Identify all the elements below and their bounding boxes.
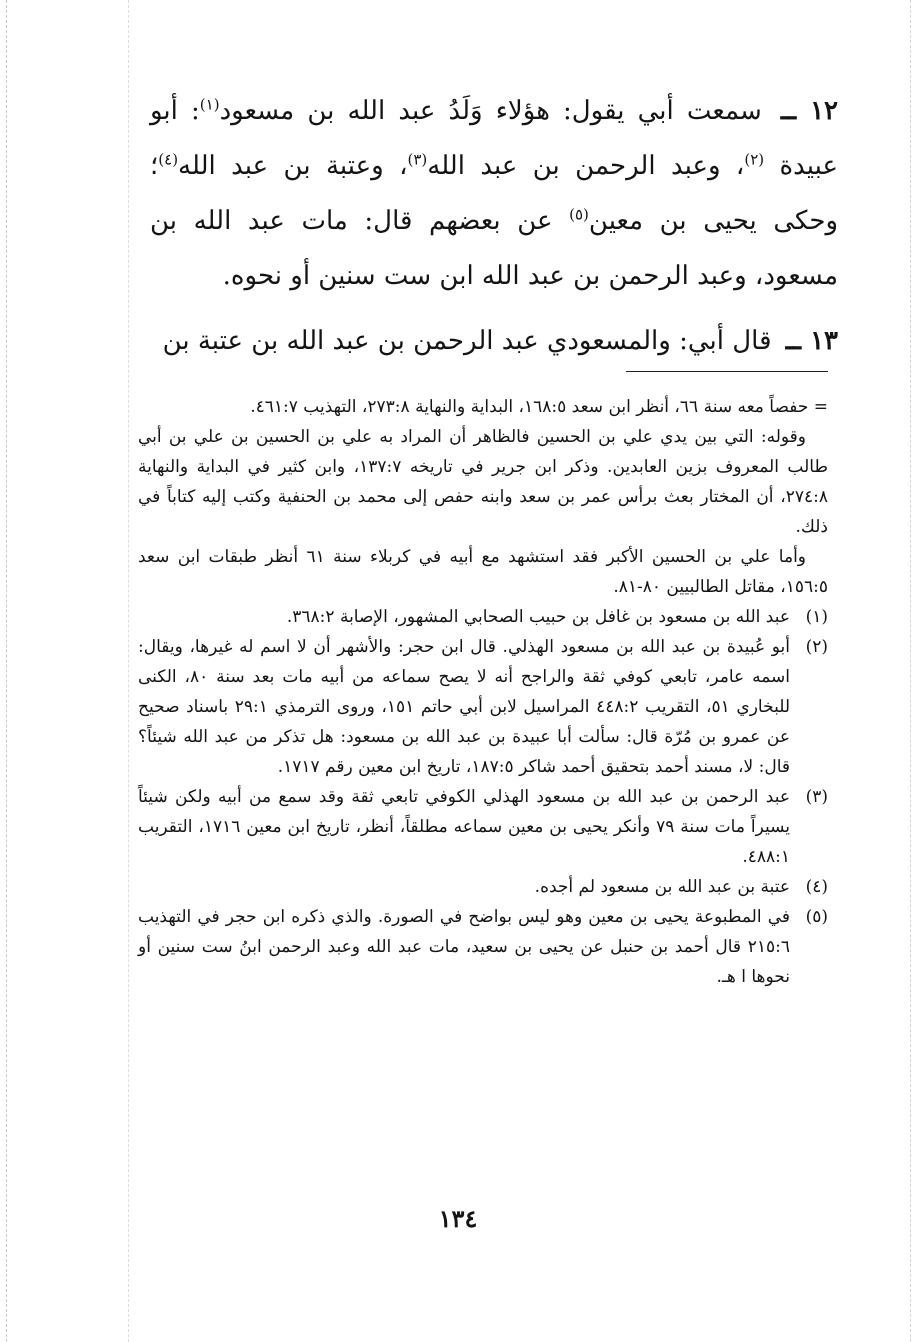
- entry-number: ١٢ ــ: [780, 96, 838, 126]
- footnote-paragraph: وقوله: التي بين يدي علي بن الحسين فالظاهر أن المراد به علي بن الحسين بن علي بن أبي طالب المعروف بزين العابدين. وذكر ابن جرير في تاريخه ١٣٧:٧، وابن كثير في البداية والنهاية ٢٧٤:٨، أن المختار بعث برأس عمر بن سعد وابنه حفص إلى محمد بن الحنفية وكتب إليه كتاباً في ذلك.: [138, 427, 828, 537]
- main-text: [150, 84, 838, 369]
- footnote-separator: [626, 371, 828, 372]
- footnote-2: [138, 632, 828, 782]
- footnote-text: عبد الله بن مسعود بن غافل بن حبيب الصحابي المشهور، الإصابة ٣٦٨:٢.: [286, 607, 790, 627]
- footnote-ref: (٥): [569, 205, 589, 224]
- entry-text: ، وعبد الرحمن بن عبد الله: [427, 151, 745, 181]
- footnote-continuation: = حفصاً معه سنة ٦٦، أنظر ابن سعد ١٦٨:٥، البداية والنهاية ٢٧٣:٨، التهذيب ٤٦١:٧.: [250, 397, 828, 417]
- footnote-text: في المطبوعة يحيى بن معين وهو ليس بواضح في الصورة. والذي ذكره ابن حجر في التهذيب ٢١٥:٦ قال أحمد بن حنبل عن يحيى بن سعيد، مات عبد الله وعبد الرحمن ابنُ ست سنين أو نحوها ا هـ.: [138, 907, 790, 987]
- entry-text: ، وعتبة بن عبد الله: [178, 151, 408, 181]
- footnote-marker: (٣): [805, 787, 828, 807]
- footnote-ref: (٢): [744, 150, 765, 169]
- footnote-marker: (١): [805, 607, 828, 627]
- footnote-1: [138, 602, 828, 632]
- footnote-marker: (٢): [805, 637, 828, 657]
- footnote-ref: (١): [199, 95, 220, 114]
- scan-edge-line: [128, 0, 129, 1342]
- entry-text: : أبو عبيدة: [150, 96, 838, 181]
- entry-text: عن بعضهم قال: مات عبد الله بن مسعود، وعبد الرحمن بن عبد الله ابن ست سنين أو نحوه.: [150, 206, 838, 291]
- footnote-ref: (٣): [407, 150, 428, 169]
- footnote-3: [138, 782, 828, 872]
- scan-edge-line: [6, 0, 7, 1342]
- footnote-marker: (٥): [805, 907, 828, 927]
- footnote-ref: (٤): [158, 150, 179, 169]
- page-number: ١٣٤: [438, 1204, 478, 1233]
- entry-text: سمعت أبي يقول: هؤلاء وَلَدُ عبد الله بن مسعود: [219, 96, 762, 126]
- entry-text: ؛ وحكى يحيى بن معين: [150, 151, 839, 236]
- scan-edge-line: [910, 0, 911, 1342]
- footnote-5: [138, 902, 828, 992]
- entry-13: [150, 314, 838, 369]
- footnotes: [138, 392, 828, 992]
- footnote-marker: (٤): [805, 877, 828, 897]
- entry-number: ١٣ ــ: [785, 326, 838, 356]
- footnote-text: عتبة بن عبد الله بن مسعود لم أجده.: [534, 877, 790, 897]
- footnote-4: [138, 872, 828, 902]
- footnote-text: أبو عُبيدة بن عبد الله بن مسعود الهذلي. قال ابن حجر: والأشهر أن لا اسم له غيرها، ويقال: اسمه عامر، تابعي كوفي ثقة والراجح أنه لا يصح سماعه من أبيه مات بعد سنة ٨٠، الكنى للبخاري ٥١، التقريب ٤٤٨:٢ المراسيل لابن أبي حاتم ١٥١، وروى الترمذي ٢٩:١ باسناد صحيح عن عمرو بن مُرّة قال: سألت أبا عبيدة بن عبد الله بن مسعود: هل تذكر من عبد الله شيئاً؟ قال: لا، مسند أحمد بتحقيق أحمد شاكر ١٨٧:٥، تاريخ ابن معين رقم ١٧١٧.: [138, 637, 791, 777]
- footnote-text: عبد الرحمن بن عبد الله بن مسعود الهذلي الكوفي تابعي ثقة وقد سمع من أبيه ولكن شيئاً يسيراً مات سنة ٧٩ وأنكر يحيى بن معين سماعه مطلقاً، أنظر، تاريخ ابن معين ١٧١٦، التقريب ٤٨٨:١.: [138, 787, 790, 867]
- footnote-paragraph: وأما علي بن الحسين الأكبر فقد استشهد مع أبيه في كربلاء سنة ٦١ أنظر طبقات ابن سعد ١٥٦:٥، مقاتل الطالبيين ٨٠-٨١.: [138, 547, 828, 597]
- entry-text: قال أبي: والمسعودي عبد الرحمن بن عبد الله بن عتبة بن: [162, 326, 772, 356]
- entry-12: [150, 84, 838, 304]
